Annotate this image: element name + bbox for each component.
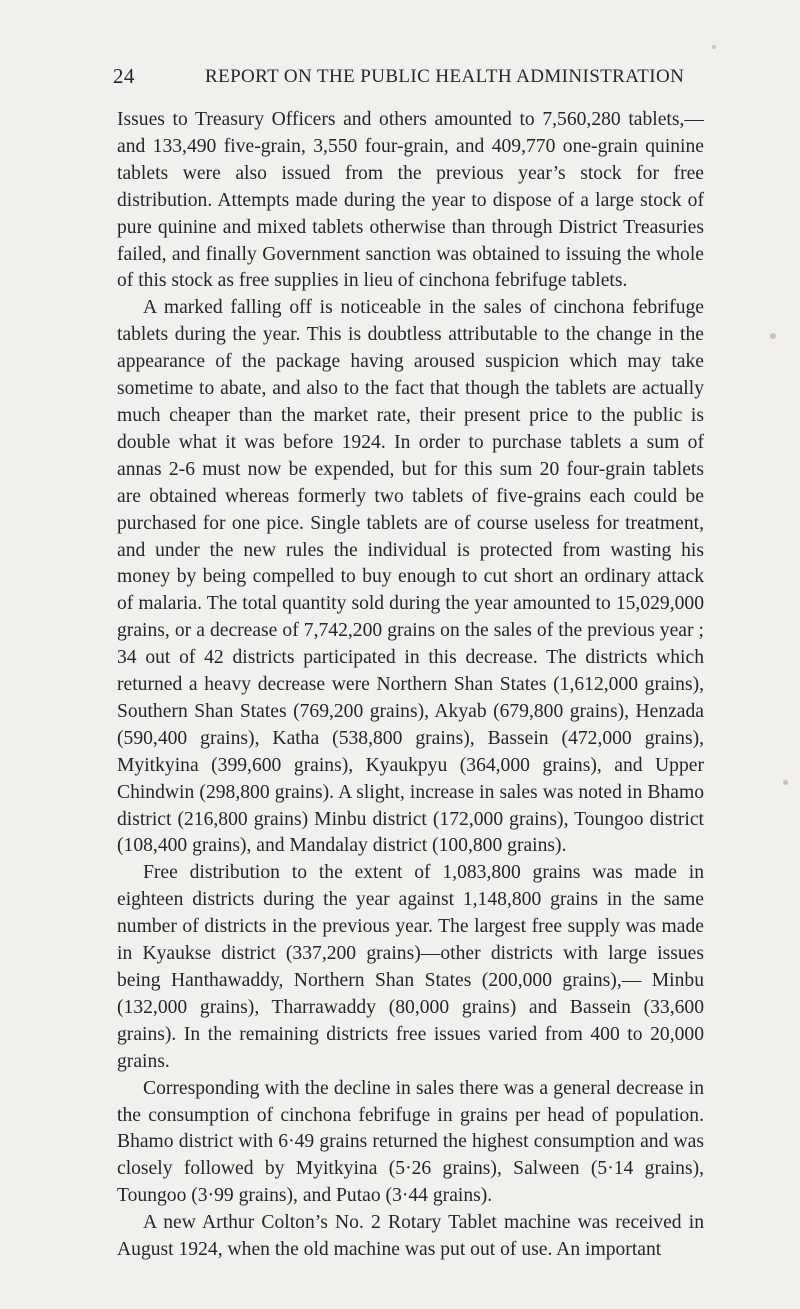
print-speck [783,780,788,785]
page-number: 24 [113,64,135,88]
paragraph-sales-decline: A marked falling off is noticeable in the sales of cinchona febrifuge tablets during the year. This is doubtless attributable to the change in the appearance of the package having aroused suspicion which may take sometime to abate, and also to the fact that though the tablets are actually much cheaper than the market rate, their present price to the public is double what it was before 1924. In order to purchase tablets a sum of annas 2-6 must now be expended, but for this sum 20 four-grain tablets are obtained whereas formerly two tablets of five-grains each could be purchased for one pice. Single tablets are of course useless for treatment, and under the new rules the individual is protected from wasting his money by being compelled to buy enough to cut short an ordinary attack of malaria. The total quantity sold during the year amounted to 15,029,000 grains, or a decrease of 7,742,200 grains on the sales of the previous year ; 34 out of 42 districts participated in this decrease. The districts which returned a heavy decrease were Northern Shan States (1,612,000 grains), Southern Shan States (769,200 grains), Akyab (679,800 grains), Henzada (590,400 grains), Katha (538,800 grains), Bassein (472,000 grains), Myitkyina (399,600 grains), Kyaukpyu (364,000 grains), and Upper Chindwin (298,800 grains). A slight, increase in sales was noted in Bhamo district (216,800 grains) Minbu district (172,000 grains), Toungoo district (108,400 grains), and Mandalay district (100,800 grains). [117,297,704,857]
paragraph-tablet-machine: A new Arthur Colton’s No. 2 Rotary Tablet machine was received in August 1924, when the old machine was put out of use. An important [117,1212,704,1261]
paragraph-consumption: Corresponding with the decline in sales there was a general decrease in the consumption of cinchona febrifuge in grains per head of population. Bhamo district with 6·49 grains returned the highest consumption and was closely followed by Myitkyina (5·26 grains), Salween (5·14 grains), Toungoo (3·99 grains), and Putao (3·44 grains). [117,1077,704,1207]
paragraph-free-distribution: Free distribution to the extent of 1,083,800 grains was made in eighteen districts during the year against 1,148,800 grains in the same number of districts in the previous year. The largest free supply was made in Kyaukse district (337,200 grains)—other districts with large issues being Hanthawaddy, Northern Shan States (200,000 grains),— Minbu (132,000 grains), Tharrawaddy (80,000 grains) and Bassein (33,600 grains). In the remaining districts free issues varied from 400 to 20,000 grains. [117,862,704,1072]
running-head: REPORT ON THE PUBLIC HEALTH ADMINISTRATION [205,66,685,87]
page-header [113,64,703,92]
body-text [117,107,704,1264]
paragraph-treasury-issues: Issues to Treasury Officers and others amounted to 7,560,280 tablets,—and 133,490 five-grain, 3,550 four-grain, and 409,770 one-grain quinine tablets were also issued from the previous year’s stock for free distribution. Attempts made during the year to dispose of a large stock of pure quinine and mixed tablets otherwise than through District Treasuries failed, and finally Government sanction was obtained to issuing the whole of this stock as free supplies in lieu of cinchona febrifuge tablets. [117,109,704,292]
print-speck [770,333,776,339]
print-speck [712,45,716,49]
